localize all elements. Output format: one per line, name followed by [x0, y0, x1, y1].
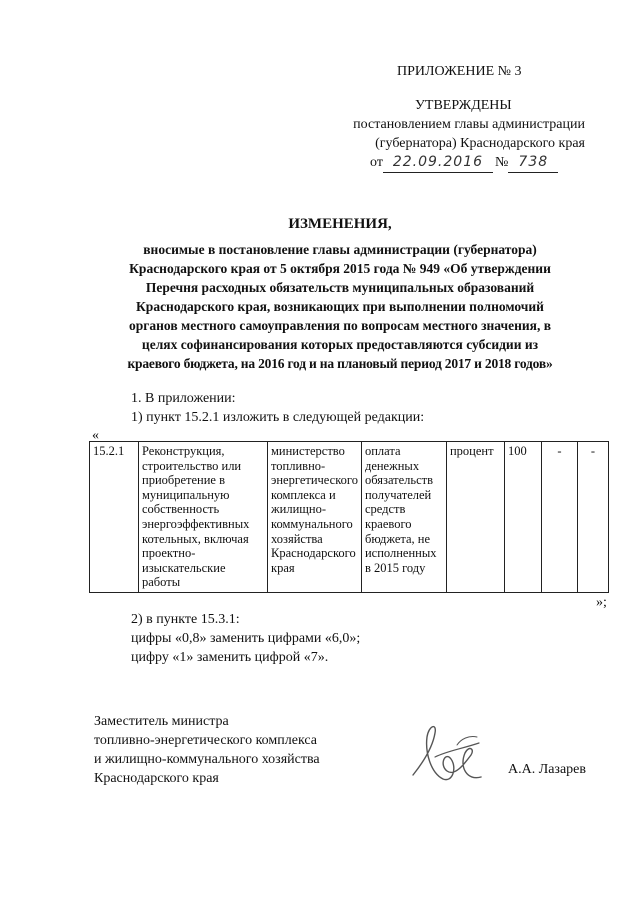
- signatory-line: и жилищно-коммунального хозяйства: [94, 752, 320, 767]
- paragraph-1: 1. В приложении:: [131, 391, 236, 406]
- title-body: [80, 240, 600, 373]
- title-line: целях софинансирования которых предоставляются субсидии из: [141, 337, 539, 352]
- table-cell-dash: -: [541, 442, 577, 593]
- signatory-position: [94, 712, 320, 788]
- table-cell-obligation: оплата денежных обязательств получателей средств краевого бюджета, не исполненных в 2015 году: [361, 442, 446, 593]
- number-prefix: №: [494, 155, 509, 170]
- date-prefix: от: [370, 155, 383, 170]
- table-row: [90, 442, 609, 593]
- title-line: краевого бюджета, на 2016 год и на плановый период 2017 и 2018 годов»: [127, 356, 553, 371]
- table-cell-unit: процент: [446, 442, 504, 593]
- signatory-name: А.А. Лазарев: [508, 762, 586, 777]
- close-quote: »;: [596, 595, 607, 610]
- open-quote: «: [92, 428, 99, 443]
- number-field: 738: [508, 153, 558, 173]
- title-line: вносимые в постановление главы администрации (губернатора): [143, 242, 537, 257]
- title-line: органов местного самоуправления по вопросам местного значения, в: [129, 318, 551, 333]
- title-line: Перечня расходных обязательств муниципальных образований: [145, 280, 535, 295]
- document-title: ИЗМЕНЕНИЯ,: [288, 216, 392, 232]
- signatory-line: топливно-энергетического комплекса: [94, 733, 317, 748]
- paragraph-3: 2) в пункте 15.3.1:: [131, 612, 240, 627]
- handwritten-signature-icon: [395, 715, 505, 800]
- amendment-table: [89, 441, 609, 593]
- paragraph-2: 1) пункт 15.2.1 изложить в следующей редакции:: [131, 410, 425, 425]
- table-cell-description: Реконструкция, строительство или приобретение в муниципальную собственность энергоэффективных котельных, включая проектно-изыскательские работы: [139, 442, 268, 593]
- approved-label: УТВЕРЖДЕНЫ: [415, 98, 512, 113]
- title-line: Краснодарского края от 5 октября 2015 года № 949 «Об утверждении: [129, 261, 551, 276]
- table-cell-value: 100: [504, 442, 541, 593]
- title-line: Краснодарского края, возникающих при выполнении полномочий: [136, 299, 544, 314]
- appendix-number: ПРИЛОЖЕНИЕ № 3: [397, 64, 522, 79]
- approval-line-1: постановлением главы администрации: [353, 117, 585, 132]
- signatory-line: Заместитель министра: [94, 714, 229, 729]
- table-cell-number: 15.2.1: [90, 442, 139, 593]
- approval-date-line: [370, 153, 558, 173]
- paragraph-5: цифру «1» заменить цифрой «7».: [131, 650, 329, 665]
- table-cell-authority: министерство топливно-энергетического комплекса и жилищно-коммунального хозяйства Краснодарского края: [268, 442, 362, 593]
- signatory-line: Краснодарского края: [94, 771, 219, 786]
- paragraph-4: цифры «0,8» заменить цифрами «6,0»;: [131, 631, 361, 646]
- table-cell-dash: -: [577, 442, 608, 593]
- approval-line-2: (губернатора) Краснодарского края: [375, 136, 585, 151]
- date-field: 22.09.2016: [383, 153, 493, 173]
